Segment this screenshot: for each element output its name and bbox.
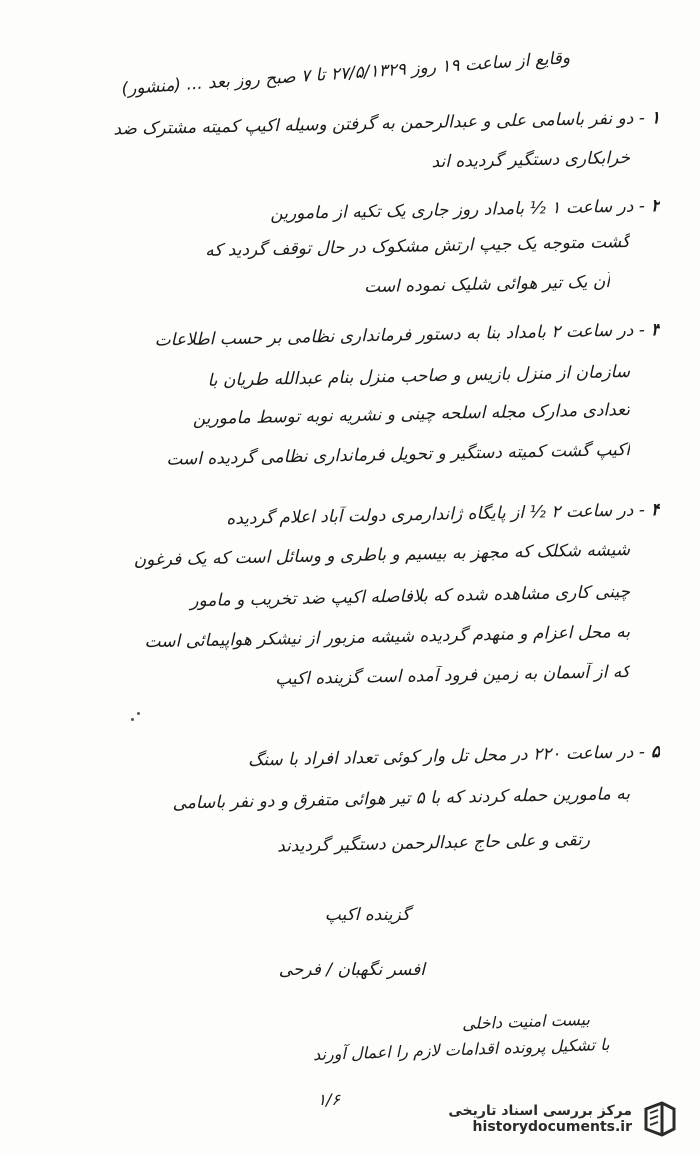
book-scroll-icon bbox=[640, 1099, 680, 1139]
item-2-number: ۲ bbox=[650, 196, 661, 217]
watermark-en: historydocuments.ir bbox=[472, 1119, 632, 1135]
reference-note-3: ۱/۶ bbox=[317, 1090, 340, 1109]
signature-title: گزینده اکیپ bbox=[324, 905, 410, 925]
item-3-line-4: اکیپ گشت کمیته دستگیر و تحویل فرمانداری نظامی گردیده است bbox=[166, 440, 631, 470]
reference-note-1: بیست امنیت داخلی bbox=[461, 1009, 591, 1034]
item-4-line-5: که از آسمان به زمین فرود آمده است گزینده اکیپ bbox=[274, 662, 631, 690]
item-2-text-1: در ساعت ۱ ½ بامداد روز جاری یک تکیه از مامورین bbox=[270, 196, 634, 225]
item-4-number: ۴ bbox=[650, 500, 661, 521]
item-1-line-2: خرابکاری دستگیر گردیده اند bbox=[431, 148, 631, 173]
item-3-number: ۳ bbox=[650, 320, 661, 341]
item-3-line-2: سازمان از منزل بازیس و صاحب منزل بنام عبدالله طریان با bbox=[207, 362, 631, 391]
item-1-line-1: ۱- دو نفر باسامی علی و عبدالرحمن به گرفتن وسیله اکیپ کمیته مشترک ضد bbox=[113, 108, 661, 140]
reference-note-2: با تشکیل پرونده اقدامات لازم را اعمال آورند bbox=[313, 1034, 611, 1065]
watermark-text bbox=[448, 1103, 632, 1135]
signature-name: افسر نگهبان / فرحی bbox=[278, 960, 425, 980]
item-4-line-3: چینی کاری مشاهده شده که بلافاصله اکیپ ضد تخریب و مامور bbox=[190, 582, 631, 612]
document-header: وقایع از ساعت ۱۹ روز ۲۷/۵/۱۳۲۹ تا ۷ صبح روز بعد ... (منشور) bbox=[120, 48, 571, 100]
watermark-fa: مرکز بررسی اسناد تاریخی bbox=[448, 1102, 632, 1119]
item-3-line-3: تعدادی مدارک مجله اسلحه چینی و نشریه نوبه توسط مامورین bbox=[192, 400, 631, 430]
ink-speck bbox=[131, 718, 134, 721]
item-5-number: ۵ bbox=[650, 742, 661, 763]
item-4-line-1: ۴- در ساعت ۲ ½ از پایگاه ژاندارمری دولت آباد اعلام گردیده bbox=[226, 500, 661, 530]
item-5-line-3: رتقی و علی حاج عبدالرحمن دستگیر گردیدند bbox=[276, 830, 591, 857]
item-1-number: ۱ bbox=[650, 108, 661, 129]
item-1-text-1: دو نفر باسامی علی و عبدالرحمن به گرفتن وسیله اکیپ کمیته مشترک ضد bbox=[113, 108, 634, 140]
ink-speck bbox=[137, 712, 140, 715]
item-4-text-1: در ساعت ۲ ½ از پایگاه ژاندارمری دولت آباد اعلام گردیده bbox=[226, 500, 634, 530]
watermark bbox=[400, 1095, 680, 1143]
item-5-line-2: به مامورین حمله کردند که با ۵ تیر هوائی متفرق و دو نفر باسامی bbox=[172, 784, 631, 814]
item-5-text-1: در ساعت ۲۲۰ در محل تل وار کوئی تعداد افراد با سنگ bbox=[247, 742, 634, 771]
item-2-line-2: گشت متوجه یک جیپ ارتش مشکوک در حال توقف گردید که bbox=[204, 232, 631, 261]
item-2-line-1: ۲- در ساعت ۱ ½ بامداد روز جاری یک تکیه از مامورین bbox=[270, 196, 661, 225]
item-3-line-1: ۳- در ساعت ۲ بامداد بنا به دستور فرمانداری نظامی بر حسب اطلاعات bbox=[154, 320, 661, 351]
item-4-line-2: شیشه شکلک که مجهز به بیسیم و باطری و وسائل است که یک فرغون bbox=[133, 540, 631, 571]
item-3-text-1: در ساعت ۲ بامداد بنا به دستور فرمانداری نظامی بر حسب اطلاعات bbox=[154, 320, 634, 351]
item-5-line-1: ۵- در ساعت ۲۲۰ در محل تل وار کوئی تعداد افراد با سنگ bbox=[247, 742, 661, 771]
item-4-line-4: به محل اعزام و منهدم گردیده شیشه مزبور از نیشکر هواپیمائی است bbox=[144, 622, 631, 653]
item-2-line-3: آن یک تیر هوائی شلیک نموده است bbox=[363, 272, 611, 298]
